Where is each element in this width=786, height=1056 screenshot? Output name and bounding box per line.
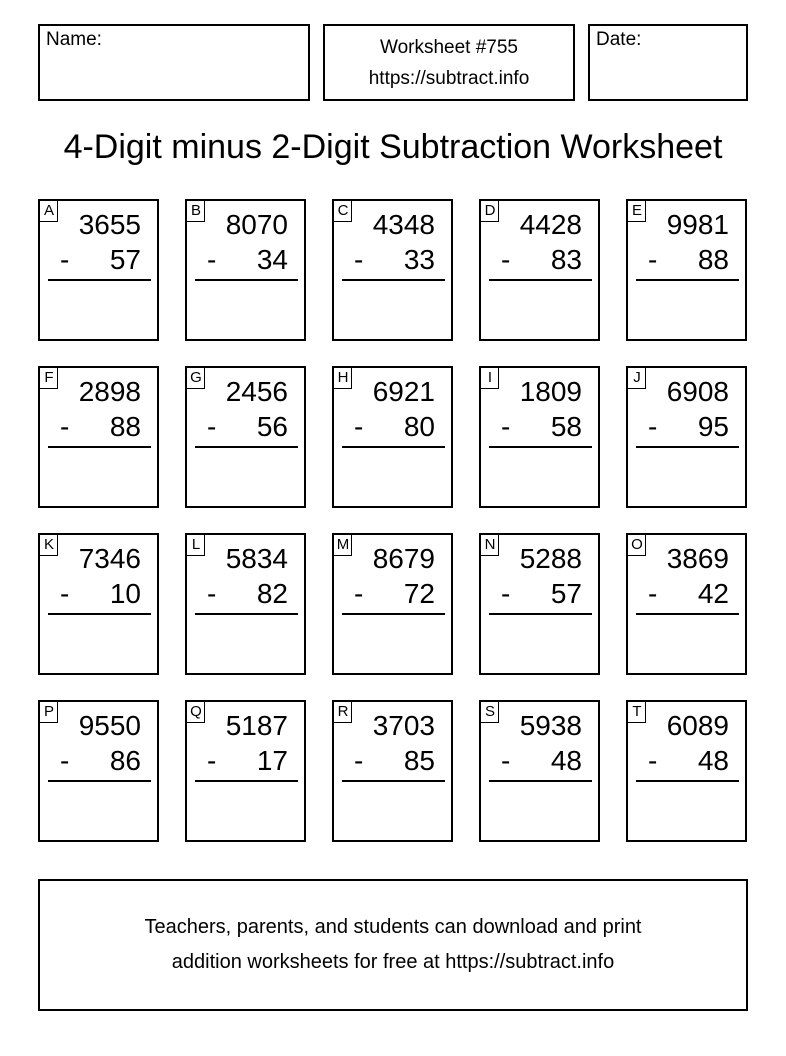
minuend: 5834 — [225, 543, 288, 574]
problem-letter: D — [481, 201, 499, 222]
minuend: 1809 — [519, 376, 582, 407]
minus-sign: - — [60, 745, 70, 776]
answer-line — [48, 613, 151, 615]
problem-letter: P — [40, 702, 58, 723]
minus-sign: - — [207, 244, 217, 275]
answer-line — [489, 279, 592, 281]
footer-line-1: Teachers, parents, and students can download and print — [144, 916, 642, 938]
minus-sign: - — [207, 745, 217, 776]
problem-cell[interactable] — [38, 533, 159, 675]
minuend: 6089 — [666, 710, 729, 741]
name-label: Name: — [46, 29, 102, 50]
name-box[interactable] — [38, 24, 310, 101]
problem-cell[interactable] — [332, 533, 453, 675]
problem-cell[interactable] — [185, 366, 306, 508]
minuend: 9981 — [666, 209, 729, 240]
problem-cell[interactable] — [38, 199, 159, 341]
minuend: 7346 — [78, 543, 141, 574]
subtrahend: 80 — [403, 411, 435, 442]
subtrahend: 42 — [697, 578, 729, 609]
subtrahend: 48 — [550, 745, 582, 776]
date-box[interactable] — [588, 24, 748, 101]
minuend: 9550 — [78, 710, 141, 741]
problem-letter: S — [481, 702, 499, 723]
problem-letter: F — [40, 368, 58, 389]
minus-sign: - — [648, 578, 658, 609]
answer-line — [195, 780, 298, 782]
worksheet-number: Worksheet #755 — [379, 36, 518, 58]
answer-line — [195, 613, 298, 615]
problem-cell[interactable] — [38, 700, 159, 842]
problem-letter: G — [187, 368, 205, 389]
minuend: 8679 — [372, 543, 435, 574]
problem-letter: T — [628, 702, 646, 723]
minus-sign: - — [207, 578, 217, 609]
subtrahend: 33 — [403, 244, 435, 275]
problem-letter: K — [40, 535, 58, 556]
minuend: 4428 — [519, 209, 582, 240]
minuend: 2898 — [78, 376, 141, 407]
subtrahend: 17 — [256, 745, 288, 776]
minuend: 5187 — [225, 710, 288, 741]
problem-cell[interactable] — [626, 533, 747, 675]
problem-cell[interactable] — [185, 533, 306, 675]
answer-line — [489, 446, 592, 448]
minus-sign: - — [501, 244, 511, 275]
problem-letter: Q — [187, 702, 205, 723]
minus-sign: - — [501, 578, 511, 609]
problem-letter: O — [628, 535, 646, 556]
minuend: 5288 — [519, 543, 582, 574]
answer-line — [342, 780, 445, 782]
problem-cell[interactable] — [479, 533, 600, 675]
minus-sign: - — [354, 578, 364, 609]
subtrahend: 10 — [109, 578, 141, 609]
problem-cell[interactable] — [38, 366, 159, 508]
subtrahend: 57 — [109, 244, 141, 275]
problem-cell[interactable] — [332, 199, 453, 341]
minuend: 3655 — [78, 209, 141, 240]
answer-line — [489, 780, 592, 782]
minuend: 2456 — [225, 376, 288, 407]
problem-letter: J — [628, 368, 646, 389]
minus-sign: - — [648, 745, 658, 776]
answer-line — [48, 780, 151, 782]
answer-line — [636, 780, 739, 782]
problem-letter: L — [187, 535, 205, 556]
minus-sign: - — [60, 411, 70, 442]
problem-cell[interactable] — [626, 700, 747, 842]
problem-letter: C — [334, 201, 352, 222]
problem-cell[interactable] — [332, 700, 453, 842]
subtrahend: 58 — [550, 411, 582, 442]
minuend: 4348 — [372, 209, 435, 240]
footer-line-2: addition worksheets for free at https://subtract.info — [171, 951, 615, 973]
answer-line — [636, 446, 739, 448]
minuend: 3869 — [666, 543, 729, 574]
answer-line — [195, 446, 298, 448]
problem-letter: B — [187, 201, 205, 222]
minuend: 3703 — [372, 710, 435, 741]
problem-cell[interactable] — [185, 199, 306, 341]
subtrahend: 72 — [403, 578, 435, 609]
subtrahend: 82 — [256, 578, 288, 609]
minuend: 6921 — [372, 376, 435, 407]
problem-letter: H — [334, 368, 352, 389]
site-url: https://subtract.info — [368, 67, 530, 89]
minuend: 5938 — [519, 710, 582, 741]
problem-letter: M — [334, 535, 352, 556]
answer-line — [48, 446, 151, 448]
problem-letter: E — [628, 201, 646, 222]
answer-line — [489, 613, 592, 615]
subtrahend: 88 — [109, 411, 141, 442]
problem-cell[interactable] — [185, 700, 306, 842]
minuend: 8070 — [225, 209, 288, 240]
minus-sign: - — [648, 244, 658, 275]
minus-sign: - — [354, 745, 364, 776]
problem-cell[interactable] — [479, 366, 600, 508]
problem-letter: I — [481, 368, 499, 389]
subtrahend: 34 — [256, 244, 288, 275]
footer-box — [38, 879, 748, 1011]
page-title: 4-Digit minus 2-Digit Subtraction Worksheet — [63, 128, 723, 166]
worksheet-info-box — [323, 24, 575, 101]
problem-cell[interactable] — [332, 366, 453, 508]
answer-line — [342, 446, 445, 448]
problem-cell[interactable] — [479, 700, 600, 842]
minus-sign: - — [60, 578, 70, 609]
problem-cell[interactable] — [626, 366, 747, 508]
subtrahend: 83 — [550, 244, 582, 275]
subtrahend: 56 — [256, 411, 288, 442]
problem-grid — [38, 199, 748, 842]
subtrahend: 95 — [697, 411, 729, 442]
answer-line — [342, 613, 445, 615]
problem-letter: N — [481, 535, 499, 556]
minus-sign: - — [207, 411, 217, 442]
minus-sign: - — [501, 411, 511, 442]
problem-letter: R — [334, 702, 352, 723]
minus-sign: - — [648, 411, 658, 442]
subtrahend: 85 — [403, 745, 435, 776]
subtrahend: 88 — [697, 244, 729, 275]
minuend: 6908 — [666, 376, 729, 407]
problem-cell[interactable] — [479, 199, 600, 341]
date-label: Date: — [596, 29, 642, 50]
minus-sign: - — [354, 411, 364, 442]
answer-line — [195, 279, 298, 281]
answer-line — [342, 279, 445, 281]
answer-line — [636, 613, 739, 615]
problem-letter: A — [40, 201, 58, 222]
minus-sign: - — [501, 745, 511, 776]
minus-sign: - — [354, 244, 364, 275]
answer-line — [636, 279, 739, 281]
subtrahend: 57 — [550, 578, 582, 609]
minus-sign: - — [60, 244, 70, 275]
answer-line — [48, 279, 151, 281]
subtrahend: 48 — [697, 745, 729, 776]
problem-cell[interactable] — [626, 199, 747, 341]
subtrahend: 86 — [109, 745, 141, 776]
